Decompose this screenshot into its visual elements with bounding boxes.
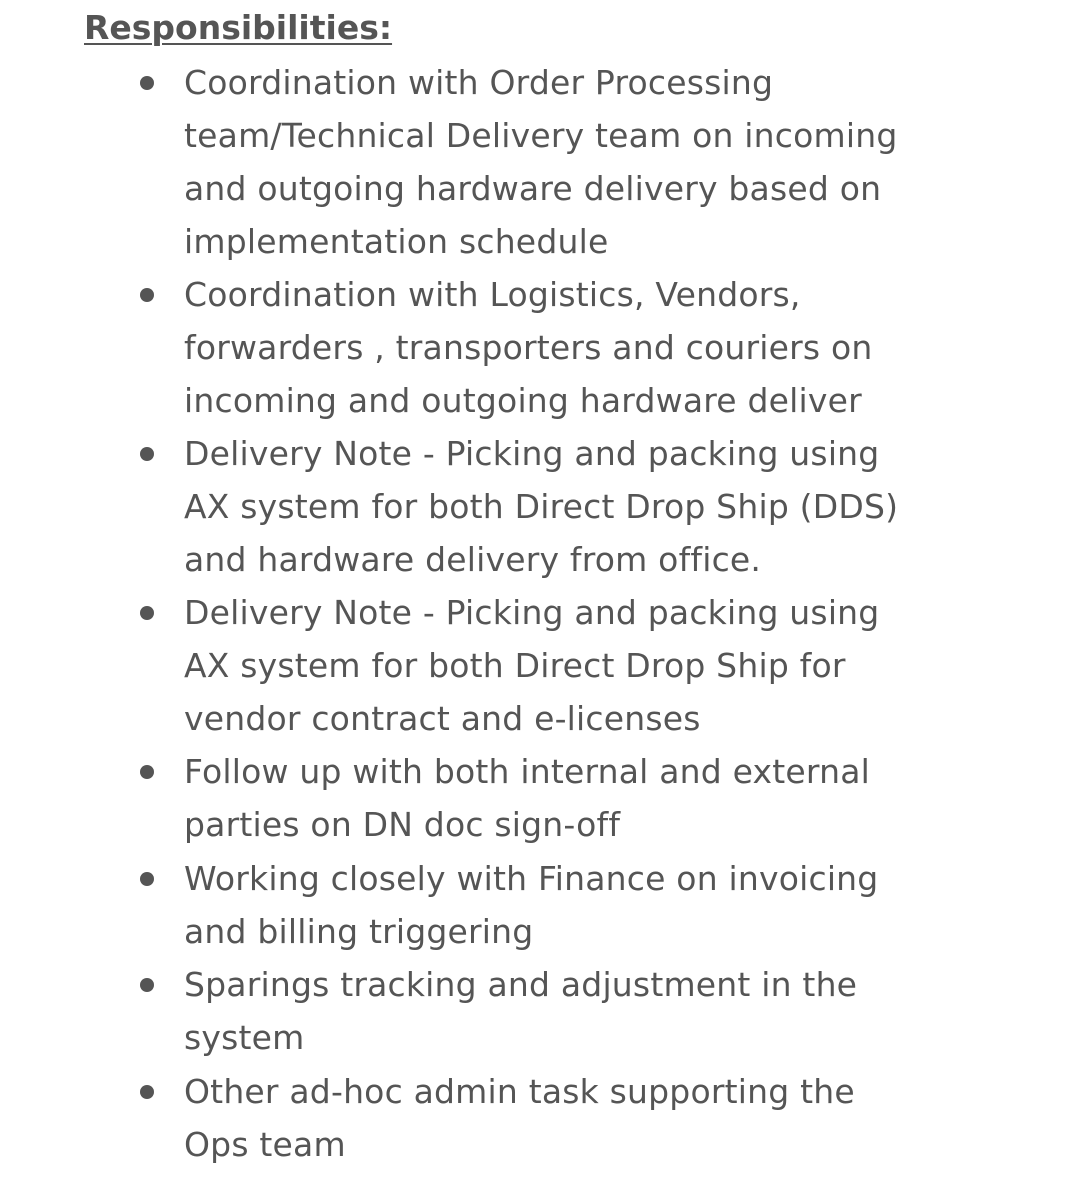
item-line: incoming and outgoing hardware deliver — [184, 381, 862, 420]
bullet-icon — [140, 978, 154, 992]
item-line: Coordination with Logistics, Vendors, — [184, 275, 801, 314]
item-line: and hardware delivery from office. — [184, 540, 762, 579]
item-line: Sparings tracking and adjustment in the — [184, 965, 858, 1004]
item-line: AX system for both Direct Drop Ship for — [184, 646, 846, 685]
item-line: team/Technical Delivery team on incoming — [184, 116, 898, 155]
bullet-icon — [140, 1085, 154, 1099]
item-line: Ops team — [184, 1125, 346, 1164]
item-line: Other ad-hoc admin task supporting the — [184, 1072, 855, 1111]
bullet-icon — [140, 288, 154, 302]
bullet-icon — [140, 447, 154, 461]
item-line: system — [184, 1018, 305, 1057]
section-heading: Responsibilities: — [84, 8, 393, 47]
item-line: parties on DN doc sign-off — [184, 805, 621, 844]
bullet-icon — [140, 76, 154, 90]
item-line: Working closely with Finance on invoicing — [184, 859, 879, 898]
item-line: and outgoing hardware delivery based on — [184, 169, 882, 208]
bullet-icon — [140, 872, 154, 886]
item-line: AX system for both Direct Drop Ship (DDS) — [184, 487, 899, 526]
item-line: and billing triggering — [184, 912, 534, 951]
item-line: Delivery Note - Picking and packing using — [184, 434, 880, 473]
item-line: forwarders , transporters and couriers on — [184, 328, 873, 367]
bullet-icon — [140, 606, 154, 620]
bullet-icon — [140, 765, 154, 779]
item-line: implementation schedule — [184, 222, 609, 261]
item-line: Coordination with Order Processing — [184, 63, 774, 102]
item-line: Delivery Note - Picking and packing using — [184, 593, 880, 632]
item-line: Follow up with both internal and external — [184, 752, 871, 791]
item-line: vendor contract and e-licenses — [184, 699, 701, 738]
